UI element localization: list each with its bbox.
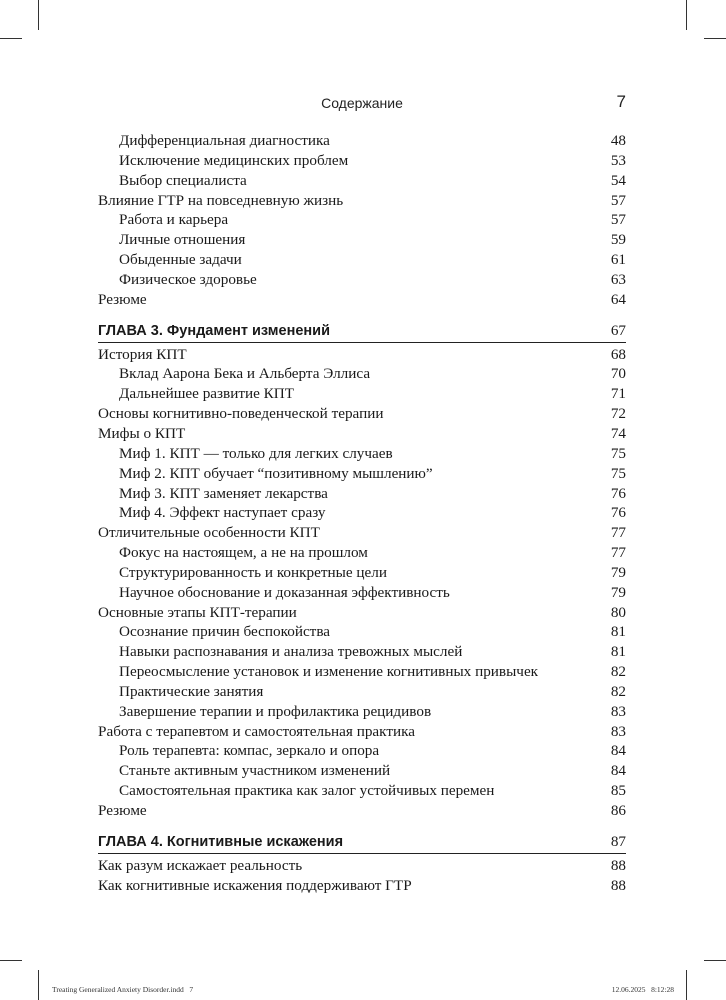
toc-entry xyxy=(98,171,626,191)
toc-entry-title: Дальнейшее развитие КПТ xyxy=(119,385,295,403)
toc-entry xyxy=(98,503,626,523)
toc-entry-page: 82 xyxy=(610,663,626,681)
toc-entry xyxy=(98,622,626,642)
toc-entry-title: Самостоятельная практика как залог устойчивых перемен xyxy=(119,782,495,800)
toc-entry xyxy=(98,682,626,702)
toc-entry-page: 63 xyxy=(610,270,626,288)
toc-entry-page: 88 xyxy=(610,856,626,874)
table-of-contents xyxy=(98,131,626,896)
toc-entry xyxy=(98,290,626,310)
toc-block xyxy=(98,131,626,310)
toc-entry xyxy=(98,563,626,583)
toc-entry-page: 81 xyxy=(610,643,626,661)
toc-entry xyxy=(98,250,626,270)
toc-entry-page: 54 xyxy=(610,171,626,189)
toc-entry-page: 79 xyxy=(610,563,626,581)
toc-entry xyxy=(98,662,626,682)
crop-mark xyxy=(704,38,726,39)
toc-entry-title: Работа с терапевтом и самостоятельная практика xyxy=(98,722,416,740)
toc-entry-title: Миф 1. КПТ — только для легких случаев xyxy=(119,444,393,462)
toc-entry xyxy=(98,722,626,742)
toc-entry-page: 59 xyxy=(610,231,626,249)
toc-entry-title: Навыки распознавания и анализа тревожных мыслей xyxy=(119,643,463,661)
toc-entry-page: 61 xyxy=(610,251,626,269)
slug-filename: Treating Generalized Anxiety Disorder.indd 7 xyxy=(52,985,194,994)
toc-entry-title: История КПТ xyxy=(98,345,187,363)
chapter-page: 87 xyxy=(610,832,626,850)
toc-entry-title: Физическое здоровье xyxy=(119,270,257,288)
crop-mark xyxy=(704,960,726,961)
toc-entry-title: Резюме xyxy=(98,802,147,819)
toc-entry-title: Фокус на настоящем, а не на прошлом xyxy=(119,544,368,562)
running-title: Содержание xyxy=(321,95,403,111)
toc-entry-title: Основы когнитивно-поведенческой терапии xyxy=(98,405,384,423)
toc-entry xyxy=(98,523,626,543)
toc-entry-page: 83 xyxy=(610,722,626,740)
toc-entry xyxy=(98,424,626,444)
toc-entry xyxy=(98,444,626,464)
toc-entry xyxy=(98,781,626,801)
toc-entry-page: 81 xyxy=(610,623,626,641)
toc-entry-title: Практические занятия xyxy=(119,682,264,700)
chapter-heading xyxy=(98,831,626,854)
crop-mark xyxy=(686,0,687,30)
toc-entry-title: Выбор специалиста xyxy=(119,171,247,189)
toc-block xyxy=(98,345,626,821)
toc-entry-title: Резюме xyxy=(98,290,147,308)
toc-entry-page: 75 xyxy=(610,444,626,462)
toc-entry-title: Влияние ГТР на повседневную жизнь xyxy=(98,191,344,209)
toc-entry xyxy=(98,603,626,623)
crop-mark xyxy=(38,970,39,1000)
toc-entry-title: Структурированность и конкретные цели xyxy=(119,563,387,581)
toc-entry-page: 53 xyxy=(610,151,626,169)
toc-entry-page: 76 xyxy=(610,504,626,522)
toc-entry-title: Научное обоснование и доказанная эффективность xyxy=(119,583,450,601)
toc-entry-title: Как когнитивные искажения поддерживают ГТР xyxy=(98,876,412,894)
toc-entry xyxy=(98,364,626,384)
toc-entry xyxy=(98,876,626,896)
toc-entry-page: 80 xyxy=(610,603,626,621)
toc-entry xyxy=(98,761,626,781)
crop-mark xyxy=(0,960,22,961)
toc-entry xyxy=(98,151,626,171)
toc-entry xyxy=(98,484,626,504)
toc-entry xyxy=(98,404,626,424)
toc-entry-page: 77 xyxy=(610,544,626,562)
toc-entry-page: 75 xyxy=(610,464,626,482)
chapter-title: ГЛАВА 3. Фундамент изменений xyxy=(98,322,330,339)
crop-mark xyxy=(686,970,687,1000)
toc-entry xyxy=(98,270,626,290)
toc-entry-title: Отличительные особенности КПТ xyxy=(98,524,320,542)
toc-entry xyxy=(98,543,626,563)
toc-entry-page: 76 xyxy=(610,484,626,502)
toc-entry-title: Осознание причин беспокойства xyxy=(119,623,331,641)
toc-entry xyxy=(98,131,626,151)
toc-entry xyxy=(98,583,626,603)
toc-entry-page: 77 xyxy=(610,524,626,542)
toc-entry-page: 82 xyxy=(610,682,626,700)
toc-entry-title: Как разум искажает реальность xyxy=(98,856,303,874)
toc-entry-title: Роль терапевта: компас, зеркало и опора xyxy=(119,742,380,760)
toc-entry-title: Миф 4. Эффект наступает сразу xyxy=(119,504,326,522)
toc-entry-page: 57 xyxy=(610,211,626,229)
toc-entry xyxy=(98,464,626,484)
page-number: 7 xyxy=(616,92,626,111)
toc-entry-title: Станьте активным участником изменений xyxy=(119,762,391,780)
toc-entry-page: 86 xyxy=(610,802,626,819)
toc-entry xyxy=(98,741,626,761)
chapter-page: 67 xyxy=(610,321,626,339)
toc-entry-title: Переосмысление установок и изменение когнитивных привычек xyxy=(119,663,539,681)
toc-entry xyxy=(98,191,626,211)
toc-entry-title: Завершение терапии и профилактика рецидивов xyxy=(119,702,432,720)
toc-entry-page: 74 xyxy=(610,424,626,442)
chapter-title: ГЛАВА 4. Когнитивные искажения xyxy=(98,833,344,850)
slug-datetime: 12.06.2025 8:12:28 xyxy=(611,985,674,994)
toc-entry-title: Основные этапы КПТ-терапии xyxy=(98,603,297,621)
toc-block xyxy=(98,856,626,896)
toc-entry-page: 71 xyxy=(610,385,626,403)
toc-entry-page: 84 xyxy=(610,742,626,760)
toc-entry xyxy=(98,856,626,876)
toc-entry-page: 70 xyxy=(610,365,626,383)
toc-entry-title: Вклад Аарона Бека и Альберта Эллиса xyxy=(119,365,371,383)
toc-entry xyxy=(98,230,626,250)
toc-entry-page: 57 xyxy=(610,191,626,209)
toc-entry-page: 68 xyxy=(610,345,626,363)
toc-entry xyxy=(98,702,626,722)
toc-entry-page: 64 xyxy=(610,290,626,308)
toc-entry-title: Миф 3. КПТ заменяет лекарства xyxy=(119,484,328,502)
chapter-heading xyxy=(98,320,626,343)
toc-entry xyxy=(98,345,626,365)
toc-entry-page: 88 xyxy=(610,876,626,894)
toc-entry-title: Дифференциальная диагностика xyxy=(119,132,330,149)
toc-entry-title: Миф 2. КПТ обучает “позитивному мышлению” xyxy=(119,464,433,482)
toc-entry-title: Работа и карьера xyxy=(119,211,229,229)
toc-entry-title: Исключение медицинских проблем xyxy=(119,151,349,169)
toc-entry xyxy=(98,801,626,821)
crop-mark xyxy=(38,0,39,30)
toc-entry-title: Мифы о КПТ xyxy=(98,424,186,442)
toc-entry xyxy=(98,210,626,230)
toc-entry-page: 85 xyxy=(610,782,626,800)
toc-entry-page: 72 xyxy=(610,405,626,423)
toc-entry-page: 84 xyxy=(610,762,626,780)
crop-mark xyxy=(0,38,22,39)
toc-entry xyxy=(98,384,626,404)
toc-entry xyxy=(98,642,626,662)
running-head xyxy=(98,92,626,116)
toc-entry-page: 83 xyxy=(610,702,626,720)
toc-entry-title: Личные отношения xyxy=(119,231,246,249)
toc-entry-page: 48 xyxy=(610,132,626,149)
toc-entry-page: 79 xyxy=(610,583,626,601)
toc-entry-title: Обыденные задачи xyxy=(119,251,242,269)
